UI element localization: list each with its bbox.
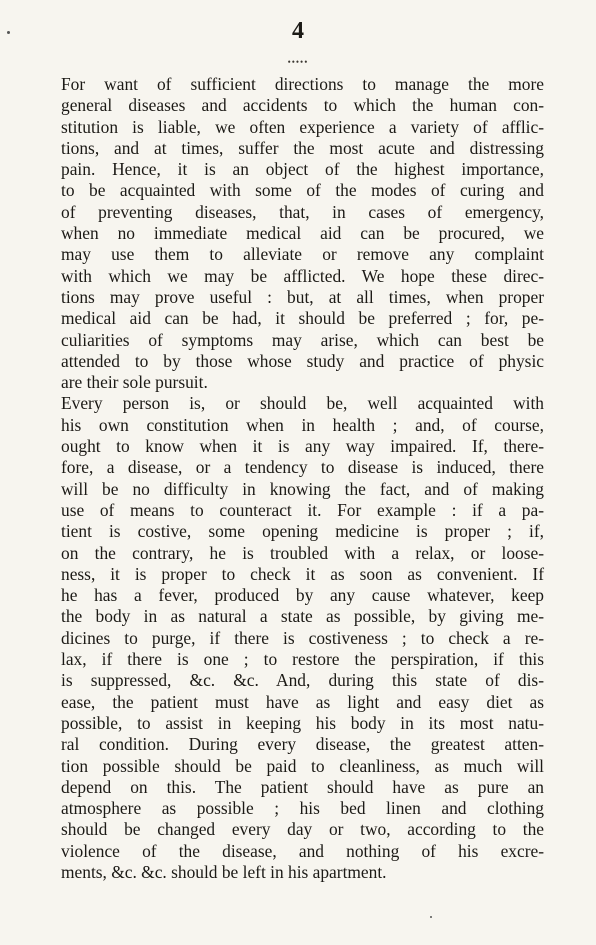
text-line: he has a fever, produced by any cause whatever, keep <box>61 585 544 606</box>
text-line: pain. Hence, it is an object of the highest importance, <box>61 159 544 180</box>
text-line: violence of the disease, and nothing of his excre- <box>61 840 544 861</box>
text-line: general diseases and accidents to which the human con- <box>61 95 544 116</box>
ornament-dots: ••••• <box>287 57 309 67</box>
text-line: on the contrary, he is troubled with a relax, or loose- <box>61 542 544 563</box>
text-line: with which we may be afflicted. We hope these direc- <box>61 265 544 286</box>
text-line: should be changed every day or two, according to the <box>61 819 544 840</box>
page-number: 4 <box>292 18 304 44</box>
text-line: the body in as natural a state as possible, by giving me- <box>61 606 544 627</box>
paragraph-2 <box>61 393 544 883</box>
text-line: lax, if there is one ; to restore the perspiration, if this <box>61 649 544 670</box>
text-line: atmosphere as possible ; his bed linen and clothing <box>61 798 544 819</box>
text-line: fore, a disease, or a tendency to disease is induced, there <box>61 457 544 478</box>
text-line: Every person is, or should be, well acquainted with <box>61 393 544 414</box>
text-line: ought to know when it is any way impaired. If, there- <box>61 436 544 457</box>
print-speck <box>7 31 10 34</box>
text-line: dicines to purge, if there is costiveness ; to check a re- <box>61 627 544 648</box>
text-line: is suppressed, &c. &c. And, during this state of dis- <box>61 670 544 691</box>
print-speck <box>430 916 432 918</box>
text-line: attended to by those whose study and practice of physic <box>61 350 544 371</box>
text-line: use of means to counteract it. For example : if a pa- <box>61 499 544 520</box>
text-line: medical aid can be had, it should be preferred ; for, pe- <box>61 308 544 329</box>
text-line: his own constitution when in health ; and, of course, <box>61 414 544 435</box>
text-line: stitution is liable, we often experience a variety of afflic- <box>61 116 544 137</box>
text-line: ments, &c. &c. should be left in his apartment. <box>61 861 387 882</box>
text-line: may use them to alleviate or remove any complaint <box>61 244 544 265</box>
text-line: ease, the patient must have as light and easy diet as <box>61 691 544 712</box>
text-line: tion possible should be paid to cleanliness, as much will <box>61 755 544 776</box>
text-line: possible, to assist in keeping his body in its most natu- <box>61 712 544 733</box>
text-line: to be acquainted with some of the modes of curing and <box>61 180 544 201</box>
text-line: ral condition. During every disease, the greatest atten- <box>61 734 544 755</box>
body-text <box>61 74 544 883</box>
text-line: tient is costive, some opening medicine is proper ; if, <box>61 521 544 542</box>
text-line: For want of sufficient directions to manage the more <box>61 74 544 94</box>
text-line: ness, it is proper to check it as soon as convenient. If <box>61 563 544 584</box>
text-line: of preventing diseases, that, in cases of emergency, <box>61 201 544 222</box>
paragraph-1 <box>61 74 544 393</box>
text-line: when no immediate medical aid can be procured, we <box>61 223 544 244</box>
text-line: culiarities of symptoms may arise, which can best be <box>61 329 544 350</box>
text-line: are their sole pursuit. <box>61 372 208 393</box>
text-line: tions, and at times, suffer the most acute and distressing <box>61 137 544 158</box>
text-line: depend on this. The patient should have as pure an <box>61 776 544 797</box>
text-line: tions may prove useful : but, at all times, when proper <box>61 286 544 307</box>
text-line: will be no difficulty in knowing the fact, and of making <box>61 478 544 499</box>
